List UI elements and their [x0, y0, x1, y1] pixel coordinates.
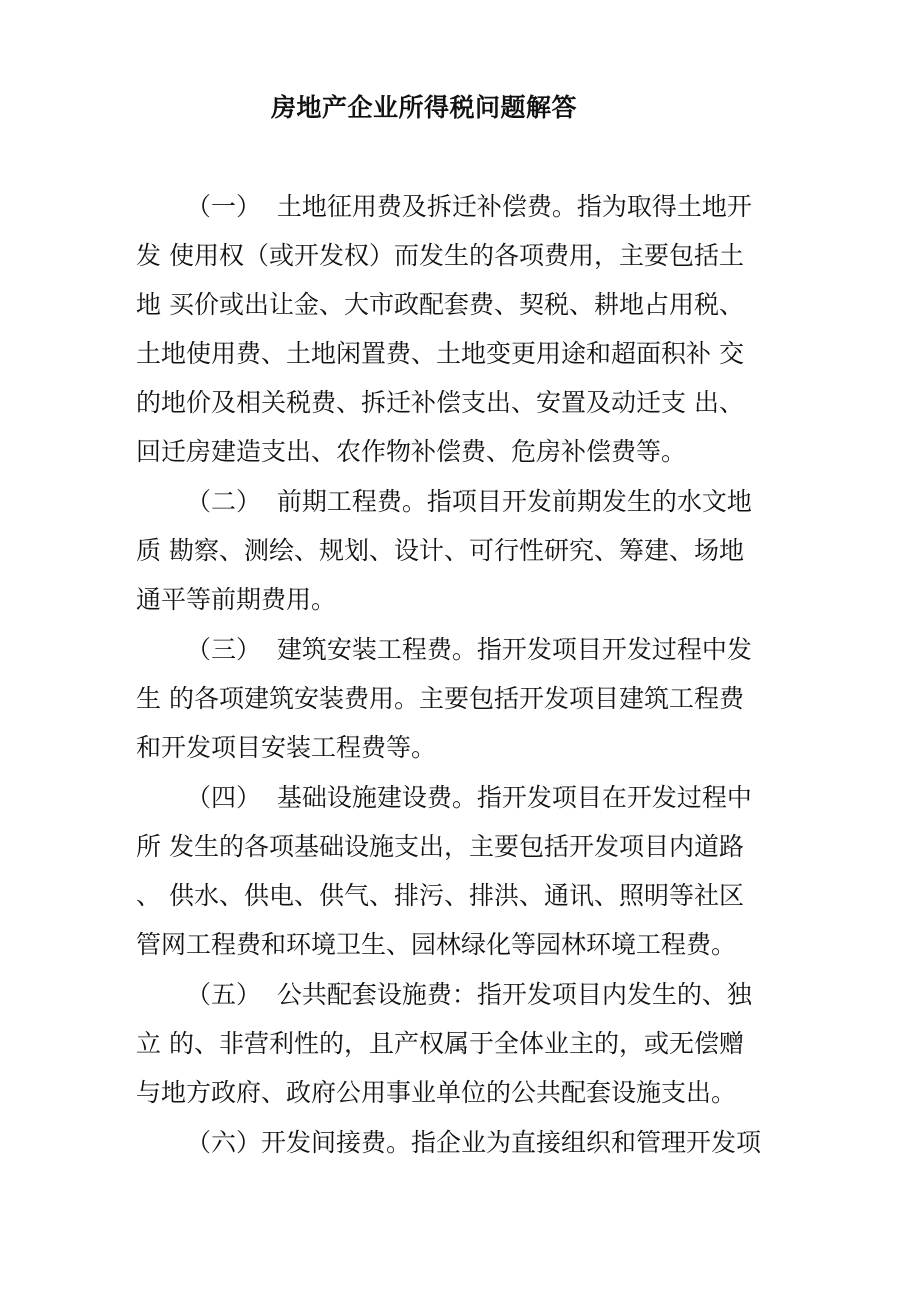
paragraph-line: （三） 建筑安装工程费。指开发项目开发过程中发 — [186, 635, 752, 664]
paragraph-line: 土地使用费、土地闲置费、土地变更用途和超面积补 交 — [136, 339, 744, 368]
paragraph-line: （一） 土地征用费及拆迁补偿费。指为取得土地开 — [186, 192, 752, 221]
paragraph-1 — [136, 182, 808, 476]
paragraph-3 — [136, 625, 808, 772]
paragraph-line: 、 供水、供电、供气、排污、排洪、通讯、照明等社区 — [136, 881, 744, 910]
paragraph-line: 管网工程费和环境卫生、园林绿化等园林环境工程费。 — [136, 930, 737, 959]
paragraph-line: 回迁房建造支出、农作物补偿费、危房补偿费等。 — [136, 437, 687, 466]
paragraph-line: （六）开发间接费。指企业为直接组织和管理开发项 — [186, 1128, 762, 1157]
paragraph-line: （五） 公共配套设施费：指开发项目内发生的、独 — [186, 980, 752, 1009]
document-title: 房地产企业所得税问题解答 — [270, 93, 577, 122]
paragraph-5 — [136, 970, 808, 1117]
paragraph-line: （二） 前期工程费。指项目开发前期发生的水文地 — [186, 487, 752, 516]
paragraph-line: （四） 基础设施建设费。指开发项目在开发过程中 — [186, 783, 752, 812]
paragraph-line: 生 的各项建筑安装费用。主要包括开发项目建筑工程费 — [136, 684, 744, 713]
paragraph-6 — [136, 1118, 808, 1167]
paragraph-line: 发 使用权（或开发权）而发生的各项费用，主要包括土 — [136, 241, 744, 270]
document-body — [136, 182, 808, 1168]
paragraph-line: 的地价及相关税费、拆迁补偿支出、安置及动迁支 出、 — [136, 388, 744, 417]
paragraph-line: 通平等前期费用。 — [136, 585, 337, 614]
paragraph-line: 和开发项目安装工程费等。 — [136, 733, 437, 762]
paragraph-line: 与地方政府、政府公用事业单位的公共配套设施支出。 — [136, 1078, 737, 1107]
paragraph-line: 所 发生的各项基础设施支出，主要包括开发项目内道路 — [136, 832, 744, 861]
paragraph-line: 立 的、非营利性的，且产权属于全体业主的，或无偿赠 — [136, 1029, 744, 1058]
paragraph-4 — [136, 773, 808, 969]
paragraph-line: 地 买价或出让金、大市政配套费、契税、耕地占用税、 — [136, 290, 744, 319]
paragraph-2 — [136, 477, 808, 624]
paragraph-line: 质 勘察、测绘、规划、设计、可行性研究、筹建、场地 — [136, 536, 744, 565]
